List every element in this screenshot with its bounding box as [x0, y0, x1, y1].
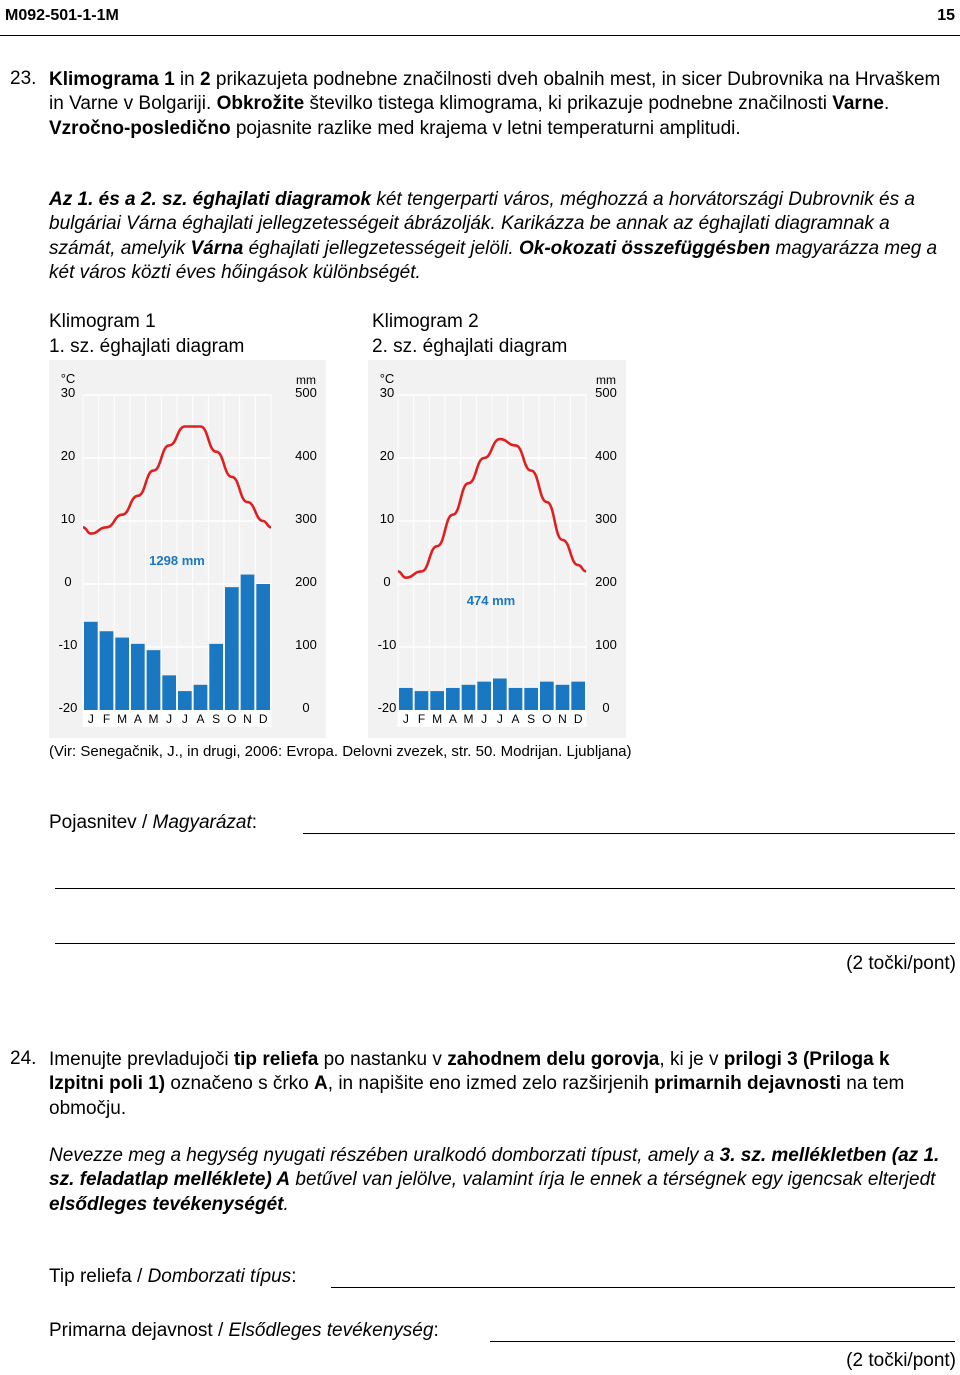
precip-unit-label: mm [596, 373, 616, 387]
exam-code: M092-501-1-1M [5, 7, 119, 24]
month-label: F [417, 712, 426, 726]
header-divider [0, 35, 960, 36]
month-label: J [181, 712, 188, 726]
month-label: A [196, 712, 205, 726]
relief-type-label: Tip reliefa / Domborzati típus: [49, 1266, 297, 1287]
temp-tick-label: -20 [377, 700, 397, 715]
precip-tick-label: 300 [595, 511, 617, 526]
month-label: M [432, 712, 443, 726]
temp-tick-label: 20 [379, 448, 395, 463]
precip-tick-label: 400 [595, 448, 617, 463]
precip-tick-label: 0 [302, 700, 310, 715]
precipitation-bar [446, 688, 460, 710]
month-label: M [148, 712, 159, 726]
precipitation-bar [100, 631, 114, 710]
month-label: J [402, 712, 409, 726]
precip-tick-label: 0 [602, 700, 610, 715]
precipitation-bar [556, 685, 570, 710]
precipitation-bar [84, 622, 98, 710]
primary-activity-answer-line[interactable] [490, 1341, 955, 1342]
month-label: J [166, 712, 173, 726]
precip-tick-label: 200 [595, 574, 617, 589]
month-label: D [258, 712, 268, 726]
klimogram-2-label: Klimogram 2 2. sz. éghajlati diagram [372, 311, 568, 357]
month-label: N [243, 712, 252, 726]
temp-tick-label: 0 [383, 574, 391, 589]
precip-tick-label: 400 [295, 448, 317, 463]
climogram-1 [49, 360, 326, 738]
question-number-24: 24. [10, 1048, 37, 1069]
precip-tick-label: 100 [295, 637, 317, 652]
annual-precipitation-label: 474 mm [466, 593, 516, 608]
month-label: A [133, 712, 142, 726]
precipitation-bar [430, 691, 444, 710]
source-citation: (Vir: Senegačnik, J., in drugi, 2006: Evropa. Delovni zvezek, str. 50. Modrijan. Ljubljana) [49, 743, 632, 760]
precip-tick-label: 100 [595, 637, 617, 652]
precipitation-bar [493, 679, 507, 711]
q24-text-sl: Imenujte prevladujoči tip reliefa po nastanku v zahodnem delu gorovja, ki je v prilogi 3 (Priloga k Izpitni poli 1) označeno s črko A, in napišite eno izmed zelo razširjenih primarnih dejavnosti na tem območju. [49, 1049, 905, 1119]
precipitation-bar [162, 675, 176, 710]
precipitation-bar [209, 644, 223, 710]
precipitation-bar [399, 688, 413, 710]
precipitation-bar [477, 682, 491, 710]
month-label: D [573, 712, 583, 726]
month-label: J [496, 712, 503, 726]
precipitation-bar [509, 688, 523, 710]
temp-unit-label: °C [379, 371, 395, 386]
precipitation-bar [524, 688, 538, 710]
klimogram-1-label: Klimogram 1 1. sz. éghajlati diagram [49, 311, 245, 357]
question-number-23: 23. [10, 68, 37, 89]
temp-unit-label: °C [60, 371, 76, 386]
precipitation-bar [115, 638, 129, 710]
month-label: J [87, 712, 94, 726]
temp-tick-label: 30 [60, 385, 76, 400]
month-label: M [117, 712, 128, 726]
answer-line-23-3[interactable] [55, 943, 955, 944]
precipitation-bar [194, 685, 208, 710]
precipitation-bar [241, 575, 255, 710]
precipitation-bar [462, 685, 476, 710]
precipitation-bar [131, 644, 145, 710]
precipitation-bar [256, 584, 270, 710]
precip-tick-label: 500 [295, 385, 317, 400]
answer-line-23-2[interactable] [55, 888, 955, 889]
temp-tick-label: 20 [60, 448, 76, 463]
month-label: O [227, 712, 237, 726]
q23-text-hu: Az 1. és a 2. sz. éghajlati diagramok két tengerparti város, méghozzá a horvátországi Dubrovnik és a bulgáriai Várna éghajlati jellegzetességeit ábrázolják. Karikázza be annak az éghajlati diagramnak a számát, amelyik Várna éghajlati jellegzetességeit jelöli. Ok-okozati összefüggésben magyarázza meg a két város közti éves hőingások különbségét. [49, 189, 938, 283]
precipitation-bar [415, 691, 429, 710]
temp-tick-label: 10 [60, 511, 76, 526]
precipitation-bar [540, 682, 554, 710]
q24-text-hu: Nevezze meg a hegység nyugati részében uralkodó domborzati típust, amely a 3. sz. mellékletben (az 1. sz. feladatlap melléklete) A betűvel van jelölve, valamint írja le ennek a térségnek egy igencsak elterjedt elsődleges tevékenységét. [49, 1145, 940, 1215]
page-number: 15 [937, 7, 955, 24]
precip-tick-label: 500 [595, 385, 617, 400]
month-label: J [481, 712, 488, 726]
month-label: O [542, 712, 552, 726]
relief-type-answer-line[interactable] [331, 1287, 955, 1288]
month-label: A [448, 712, 457, 726]
answer-line-23-1[interactable] [303, 833, 955, 834]
precipitation-bar [178, 691, 192, 710]
temp-tick-label: 30 [379, 385, 395, 400]
answer-label-23: Pojasnitev / Magyarázat: [49, 812, 258, 833]
temp-tick-label: 10 [379, 511, 395, 526]
month-label: S [527, 712, 536, 726]
temp-tick-label: -10 [58, 637, 78, 652]
precip-unit-label: mm [296, 373, 316, 387]
precipitation-bar [147, 650, 161, 710]
month-label: F [102, 712, 111, 726]
points-24: (2 točki/pont) [846, 1350, 956, 1371]
month-label: N [558, 712, 567, 726]
points-23: (2 točki/pont) [846, 953, 956, 974]
temp-tick-label: 0 [64, 574, 72, 589]
precip-tick-label: 300 [295, 511, 317, 526]
primary-activity-label: Primarna dejavnost / Elsődleges tevékenység: [49, 1320, 439, 1341]
month-label: M [463, 712, 474, 726]
precipitation-bar [571, 682, 585, 710]
month-label: A [511, 712, 520, 726]
month-label: S [212, 712, 221, 726]
precipitation-bar [225, 587, 239, 710]
temp-tick-label: -10 [377, 637, 397, 652]
temp-tick-label: -20 [58, 700, 78, 715]
q23-text-sl: Klimograma 1 in 2 prikazujeta podnebne značilnosti dveh obalnih mest, in sicer Dubrovnika na Hrvaškem in Varne v Bolgariji. Obkrožite številko tistega klimograma, ki prikazuje podnebne značilnosti Varne. Vzročno-posledično pojasnite razlike med krajema v letni temperaturni amplitudi. [49, 69, 941, 139]
precip-tick-label: 200 [295, 574, 317, 589]
annual-precipitation-label: 1298 mm [149, 553, 205, 568]
climogram-2 [368, 360, 626, 738]
